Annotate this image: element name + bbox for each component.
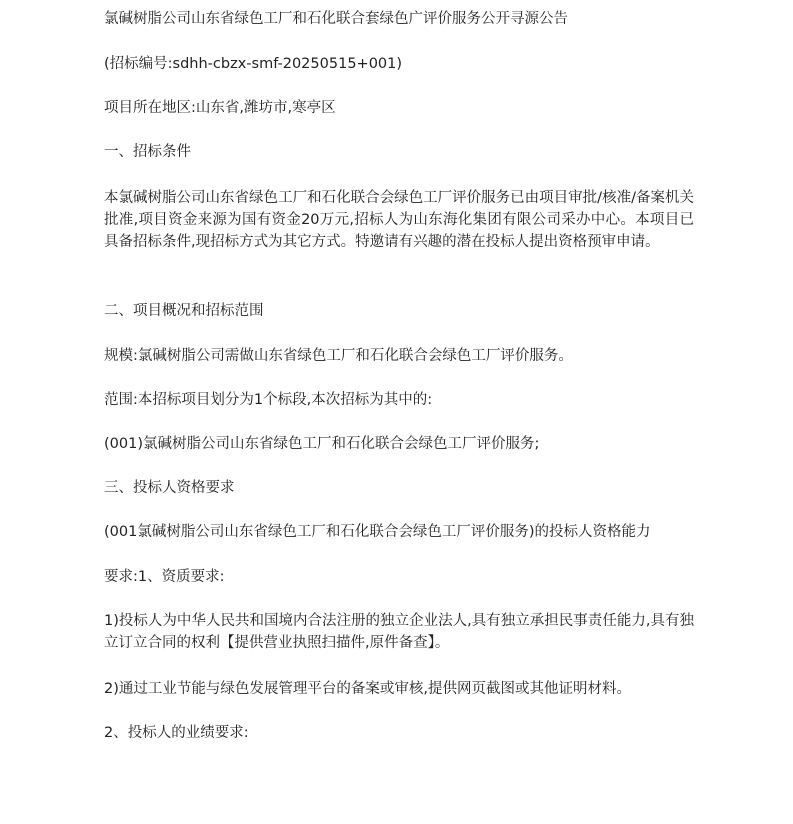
section-heading-project-overview: 二、项目概况和招标范围: [104, 303, 264, 319]
requirement-item-1: 1)投标人为中华人民共和国境内合法注册的独立企业法人,具有独立承担民事责任能力,具有独立订立合同的权利【提供营业执照扫描件,原件备查】。: [104, 613, 694, 651]
tender-number: (招标编号:sdhh-cbzx-smf-20250515+001): [104, 56, 403, 72]
bidder-capability: (001氯碱树脂公司山东省绿色工厂和石化联合会绿色工厂评价服务)的投标人资格能力: [104, 524, 651, 540]
document-title: 氯碱树脂公司山东省绿色工厂和石化联合套绿色广评价服务公开寻源公告: [104, 11, 568, 27]
performance-requirement: 2、投标人的业绩要求:: [104, 725, 249, 741]
lot-item: (001)氯碱树脂公司山东省绿色工厂和石化联合会绿色工厂评价服务;: [104, 436, 540, 452]
section-heading-bidding-conditions: 一、招标条件: [104, 144, 191, 160]
bidding-conditions-paragraph: 本氯碱树脂公司山东省绿色工厂和石化联合会绿色工厂评价服务已由项目审批/核准/备案机关批准,项目资金来源为国有资金20万元,招标人为山东海化集团有限公司采办中心。本项目已具备招标条件,现招标方式为其它方式。特邀请有兴趣的潜在投标人提出资格预审申请。: [104, 190, 694, 250]
project-region: 项目所在地区:山东省,潍坊市,寒亭区: [104, 100, 336, 116]
project-scale: 规模:氯碱树脂公司需做山东省绿色工厂和石化联合会绿色工厂评价服务。: [104, 348, 573, 364]
project-scope: 范围:本招标项目划分为1个标段,本次招标为其中的:: [104, 392, 433, 408]
qualification-requirement: 要求:1、资质要求:: [104, 569, 225, 585]
requirement-item-2: 2)通过工业节能与绿色发展管理平台的备案或审核,提供网页截图或其他证明材料。: [104, 681, 631, 697]
section-heading-bidder-qualifications: 三、投标人资格要求: [104, 480, 235, 496]
